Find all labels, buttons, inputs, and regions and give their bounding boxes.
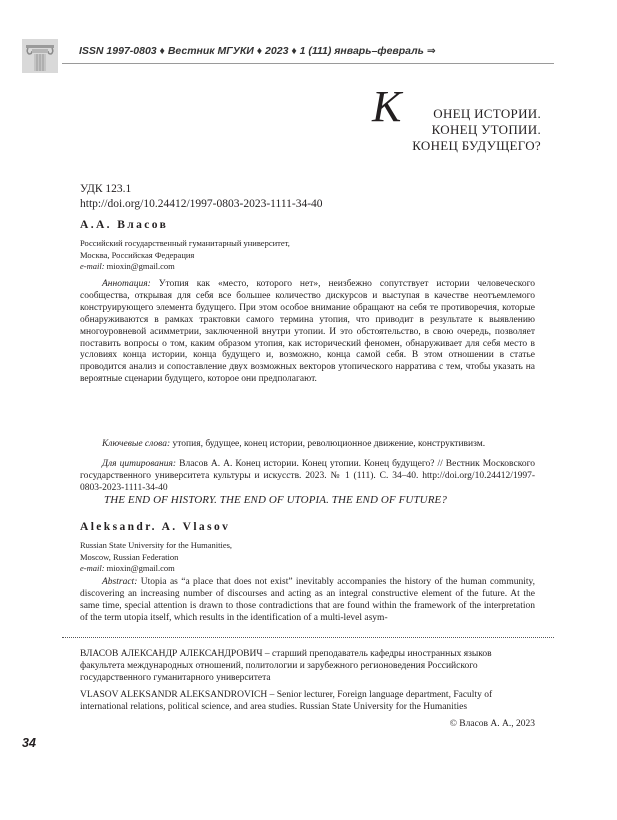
affiliation-line-2: Москва, Российская Федерация bbox=[80, 249, 195, 260]
email-label: e-mail: bbox=[80, 261, 105, 271]
title-initial: К bbox=[372, 82, 402, 131]
udk-code: УДК 123.1 bbox=[80, 183, 132, 195]
author-info-ru: ВЛАСОВ АЛЕКСАНДР АЛЕКСАНДРОВИЧ – старший преподаватель кафедры иностранных языков факультета международных отношений, политологии и зарубежного регионоведения Российского государственного гуманитарного университета bbox=[80, 649, 492, 683]
author-name-ru: А.А. Власов bbox=[80, 219, 169, 231]
column-capital-icon bbox=[22, 39, 58, 73]
copyright: © Власов А. А., 2023 bbox=[449, 719, 535, 729]
english-title: THE END OF HISTORY. THE END OF UTOPIA. THE END OF FUTURE? bbox=[104, 494, 447, 506]
title-line-3: КОНЕЦ БУДУЩЕГО? bbox=[412, 138, 541, 153]
author-name-en: Aleksandr. A. Vlasov bbox=[80, 521, 231, 533]
keywords-ru bbox=[80, 439, 535, 451]
abstract-text: Утопия как «место, которого нет», неизбежно сопутствует истории человеческого сообщества, открывая для себя все большее количество дискурсов и выступая в качестве неотъемлемого конструирующего элемента будущего. При этом особое внимание обращают на себя те противоречия, которые обнаруживаются в рамках трактовки самого термина утопия, что приводит в результате к выявлению многоуровневой асимметрии, заключенной внутри утопии. И это обстоятельство, в свою очередь, позволяет поставить вопросы о том, каким образом утопия, как исторический феномен, обнаруживает для себя место в условиях конца истории, конца будущего и, возможно, конца самой себя. В этом отношении в статье проводится анализ и сопоставление двух возможных векторов утопического нарратива с тем, чтобы указать на вероятные сценарии будущего, которое они предполагают. bbox=[80, 279, 535, 385]
doi-link[interactable]: http://doi.org/10.24412/1997-0803-2023-1111-34-40 bbox=[80, 198, 323, 210]
article-title bbox=[310, 82, 541, 158]
keywords-text: утопия, будущее, конец истории, революционное движение, конструктивизм. bbox=[172, 439, 486, 449]
affiliation-line-1: Российский государственный гуманитарный университет, bbox=[80, 238, 290, 248]
citation-text: Власов А. А. Конец истории. Конец утопии. Конец будущего? // Вестник Московского государственного университета культуры и искусств. 2023. № 1 (111). С. 34–40. http://doi.org/10.24412/1997-0803-2023-1111-34-40 bbox=[80, 459, 535, 493]
email-line bbox=[80, 261, 290, 273]
abstract-ru bbox=[80, 279, 535, 386]
abstract-en bbox=[80, 577, 535, 625]
author-info-en: VLASOV ALEKSANDR ALEKSANDROVICH – Senior lecturer, Foreign language department, Faculty of international relations, political science, and area studies. Russian State University for the Humanities bbox=[80, 690, 493, 712]
title-line-1: ОНЕЦ ИСТОРИИ. bbox=[433, 106, 541, 121]
abstract-label: Abstract: bbox=[102, 577, 138, 587]
author-affiliation-ru bbox=[80, 238, 290, 273]
running-head: ISSN 1997-0803 ♦ Вестник МГУКИ ♦ 2023 ♦ 1 (111) январь–февраль ⇒ bbox=[79, 45, 436, 57]
citation-ru bbox=[80, 459, 535, 495]
affiliation-line-2: Moscow, Russian Federation bbox=[80, 551, 179, 562]
email-link[interactable]: mioxin@gmail.com bbox=[106, 563, 175, 573]
dotted-divider bbox=[62, 637, 554, 638]
udk-block bbox=[80, 182, 323, 212]
affiliation-line-1: Russian State University for the Humanities, bbox=[80, 540, 233, 550]
title-line-2: КОНЕЦ УТОПИИ. bbox=[431, 122, 541, 137]
abstract-text: Utopia as “a place that does not exist” inevitably accompanies the history of the human community, discovering an increasing number of discourses and acting as an integral constructive element of the future. At the same time, special attention is drawn to those contradictions that are found within the framework of the interpretation of the term utopia itself, which results in the identification of a multi-level asym- bbox=[80, 577, 535, 623]
abstract-label: Аннотация: bbox=[102, 279, 151, 289]
author-affiliation-en bbox=[80, 540, 232, 575]
email-link[interactable]: mioxin@gmail.com bbox=[106, 261, 175, 271]
email-label: e-mail: bbox=[80, 563, 105, 573]
keywords-label: Ключевые слова: bbox=[102, 439, 171, 449]
header-divider bbox=[62, 63, 554, 64]
email-line bbox=[80, 563, 232, 575]
page-number: 34 bbox=[22, 736, 36, 750]
citation-label: Для цитирования: bbox=[102, 459, 177, 469]
